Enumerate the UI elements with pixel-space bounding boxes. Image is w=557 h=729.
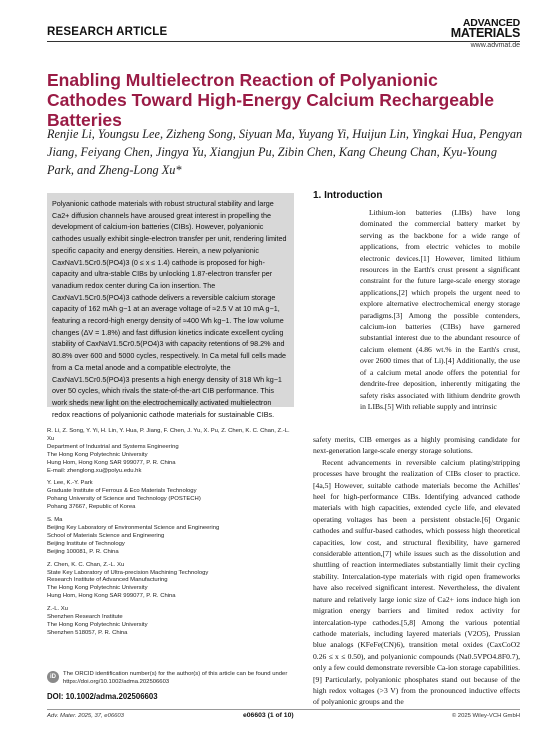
- footer-copyright: © 2025 Wiley-VCH GmbH: [451, 713, 520, 719]
- abstract-text: Polyanionic cathode materials with robust structural stability and large Ca2+ diffusion channels have aroused great interest in propelling the development of calcium-ion batteries (CIBs). However, polyanionic cathodes usually exhibit single-electron transfer per unit, rendering limited specific capacity and energy densities. Herein, a new polyanionic CaxNaV1.5Cr0.5(PO4)3 (0 ≤ x ≤ 1.4) cathode is proposed for high-capacity and ultra-stable CIBs by unlocking 1.87-electron transfer per vanadium redox center during Ca ion insertion. The CaxNaV1.5Cr0.5(PO4)3 cathode delivers a reversible calcium storage capacity of 162 mAh g−1 at an average voltage of ≈2.5 V at 10 mA g−1, featuring a record-high energy density of ≈400 Wh kg−1. The low volume changes (ΔV = 1.8%) and fast diffusion kinetics indicate excellent cycling stability of CaxNaV1.5Cr0.5(PO4)3 with capacity retentions of 98.2% and 80.8% over 600 and 5000 cycles, respectively. In Ca metal full cells made from a Ca metal anode and a compatible electrolyte, the CaxNaV1.5Cr0.5(PO4)3 presents a high energy density of 318 Wh kg−1 over 50 cycles, which rivals the state-of-the-art CIB performance. This work sheds new light on the electrochemically activated multielectron redox reactions of polyanionic cathode materials for sustainable CIBs.: [52, 199, 287, 419]
- section-label: RESEARCH ARTICLE: [47, 26, 168, 38]
- affiliation-line[interactable]: E-mail: zhenglong.xu@polyu.edu.hk: [47, 467, 142, 474]
- affiliation-line: Z. Chen, K. C. Chan, Z.-L. Xu: [47, 561, 125, 568]
- affiliation-line: Research Institute of Advanced Manufacturing: [47, 577, 168, 584]
- affiliations: [47, 428, 294, 638]
- affiliation-line: Hung Hom, Hong Kong SAR 999077, P. R. China: [47, 459, 176, 466]
- affiliation-line: The Hong Kong Polytechnic University: [47, 451, 148, 458]
- affiliation-line: The Hong Kong Polytechnic University: [47, 621, 148, 628]
- affiliation-line: School of Materials Science and Engineering: [47, 532, 165, 539]
- header-rule: [47, 41, 520, 42]
- affiliation-line: Graduate Institute of Ferrous & Eco Materials Technology: [47, 488, 197, 495]
- affiliation-line: Beijing 100081, P. R. China: [47, 548, 119, 555]
- intro-column-narrow: [360, 207, 520, 412]
- affiliation-line: Beijing Key Laboratory of Environmental Science and Engineering: [47, 524, 220, 531]
- footer-citation: Adv. Mater. 2025, 37, e06603: [47, 713, 124, 719]
- logo-line-2: MATERIALS: [450, 26, 520, 40]
- affiliation-line: Pohang University of Science and Technology (POSTECH): [47, 496, 201, 503]
- affiliation-line: Shenzhen 518057, P. R. China: [47, 629, 128, 636]
- orcid-note: [47, 671, 294, 687]
- footer-rule: [47, 709, 520, 710]
- logo-line-1: ADVANCED: [462, 17, 520, 29]
- intro-paragraph-1: Lithium-ion batteries (LIBs) have long dominated the commercial battery market by serving as the backbone for a wide range of applications, from electric vehicles to mobile electronic devices.[1] However, limited lithium resources in the Earth's crust present a significant constraint for the future large-scale energy storage applications,[2] which propels the urgent need to explore alternative electrochemical energy storage paradigms.[3] Among the possible contenders, calcium-ion batteries (CIBs) have garnered substantial interest due to the abundant resource of calcium element (4.86 wt.% in the Earth's crust, over 2600 times that of Li).[4] Additionally, the use of a calcium metal anode offers the potential for dendrite-free deposition, inherently mitigating the safety risks associated with lithium dendrite growth in LIBs.[5] With reliable supply and intrinsic: [360, 208, 520, 411]
- orcid-icon: iD: [47, 671, 59, 683]
- journal-url[interactable]: www.advmat.de: [470, 42, 520, 49]
- affiliation-line: S. Ma: [47, 517, 63, 524]
- affiliation-line: State Key Laboratory of Ultra-precision Machining Technology: [47, 569, 209, 576]
- affiliation-line: Hung Hom, Hong Kong SAR 999077, P. R. China: [47, 593, 176, 600]
- intro-paragraph-1-cont: safety merits, CIB emerges as a highly promising candidate for next-generation large-scale energy storage solutions.: [313, 435, 520, 456]
- affiliation-line: R. Li, Z. Song, Y. Yi, H. Lin, Y. Hua, P. Jiang, F. Chen, J. Yu, X. Pu, Z. Chen, K. C. Chan, Z.-L. Xu: [47, 428, 290, 442]
- affiliation-line: Department of Industrial and Systems Engineering: [47, 443, 179, 450]
- section-heading: 1. Introduction: [313, 190, 383, 201]
- journal-logo[interactable]: [451, 18, 520, 49]
- footer-page: e06603 (1 of 10): [243, 712, 294, 719]
- affiliation-line: Y. Lee, K.-Y. Park: [47, 480, 93, 487]
- orcid-text[interactable]: The ORCID identification number(s) for the author(s) of this article can be found under https://doi.org/10.1002/adma.202506603: [63, 671, 288, 685]
- intro-column-wide: [313, 434, 520, 708]
- abstract-box: [47, 193, 294, 419]
- author-list: Renjie Li, Youngsu Lee, Zizheng Song, Siyuan Ma, Yuyang Yi, Huijun Lin, Yingkai Hua, Pengyan Jiang, Feiyang Chen, Jingya Yu, Xiangjun Pu, Zibin Chen, Kang Cheung Chan, Kyu-Young Park, and Zheng-Long Xu*: [47, 127, 523, 177]
- affiliation-line: Shenzhen Research Institute: [47, 614, 123, 621]
- article-title: Enabling Multielectron Reaction of Polyanionic Cathodes Toward High-Energy Calcium Rechargeable Batteries: [47, 70, 494, 130]
- doi[interactable]: DOI: 10.1002/adma.202506603: [47, 692, 158, 701]
- affiliation-line: The Hong Kong Polytechnic University: [47, 585, 148, 592]
- affiliation-line: Z.-L. Xu: [47, 606, 68, 613]
- affiliation-line: Pohang 37667, Republic of Korea: [47, 504, 136, 511]
- affiliation-line: Beijing Institute of Technology: [47, 540, 125, 547]
- intro-paragraph-2: Recent advancements in reversible calcium plating/stripping processes have brought the realization of CIBs closer to practice.[4a,5] However, suitable cathode materials become the Achilles' heel for high-performance CIBs. Identifying advanced cathode materials with high capacities, extended cycle life, and elevated operating voltages has been a persistent obstacle.[6] Organic cathodes and sulfur-based cathodes, which possess high theoretical capacities, low cost, and structural flexibility, have garnered considerable attention,[7] while issues such as the dissolution and shuttling of reaction intermediates substantially limit their cycling stability. Intercalation-type materials with rigid open frameworks have also received significant interest. Nevertheless, the divalent nature and relatively large ionic size of Ca2+ ions induce high ion migration energy barriers and limited redox activity for intercalation-type cathodes.[5,8] Among the various potential cathode materials, including layered materials (V2O5), Prussian blue analogs (KFeFe(CN)6), transition metal oxides (CaxCoO2 0.26 ≤ x ≤ 0.50), and polyanionic compounds (Na0.5VPO4.8F0.7), only a few could demonstrate reversible Ca-ion storage capabilities.[9] Particularly, polyanionic phosphates stand out because of the high redox voltages (>3 V) from the pronounced inductive effects of polyanionic groups and the: [313, 457, 520, 707]
